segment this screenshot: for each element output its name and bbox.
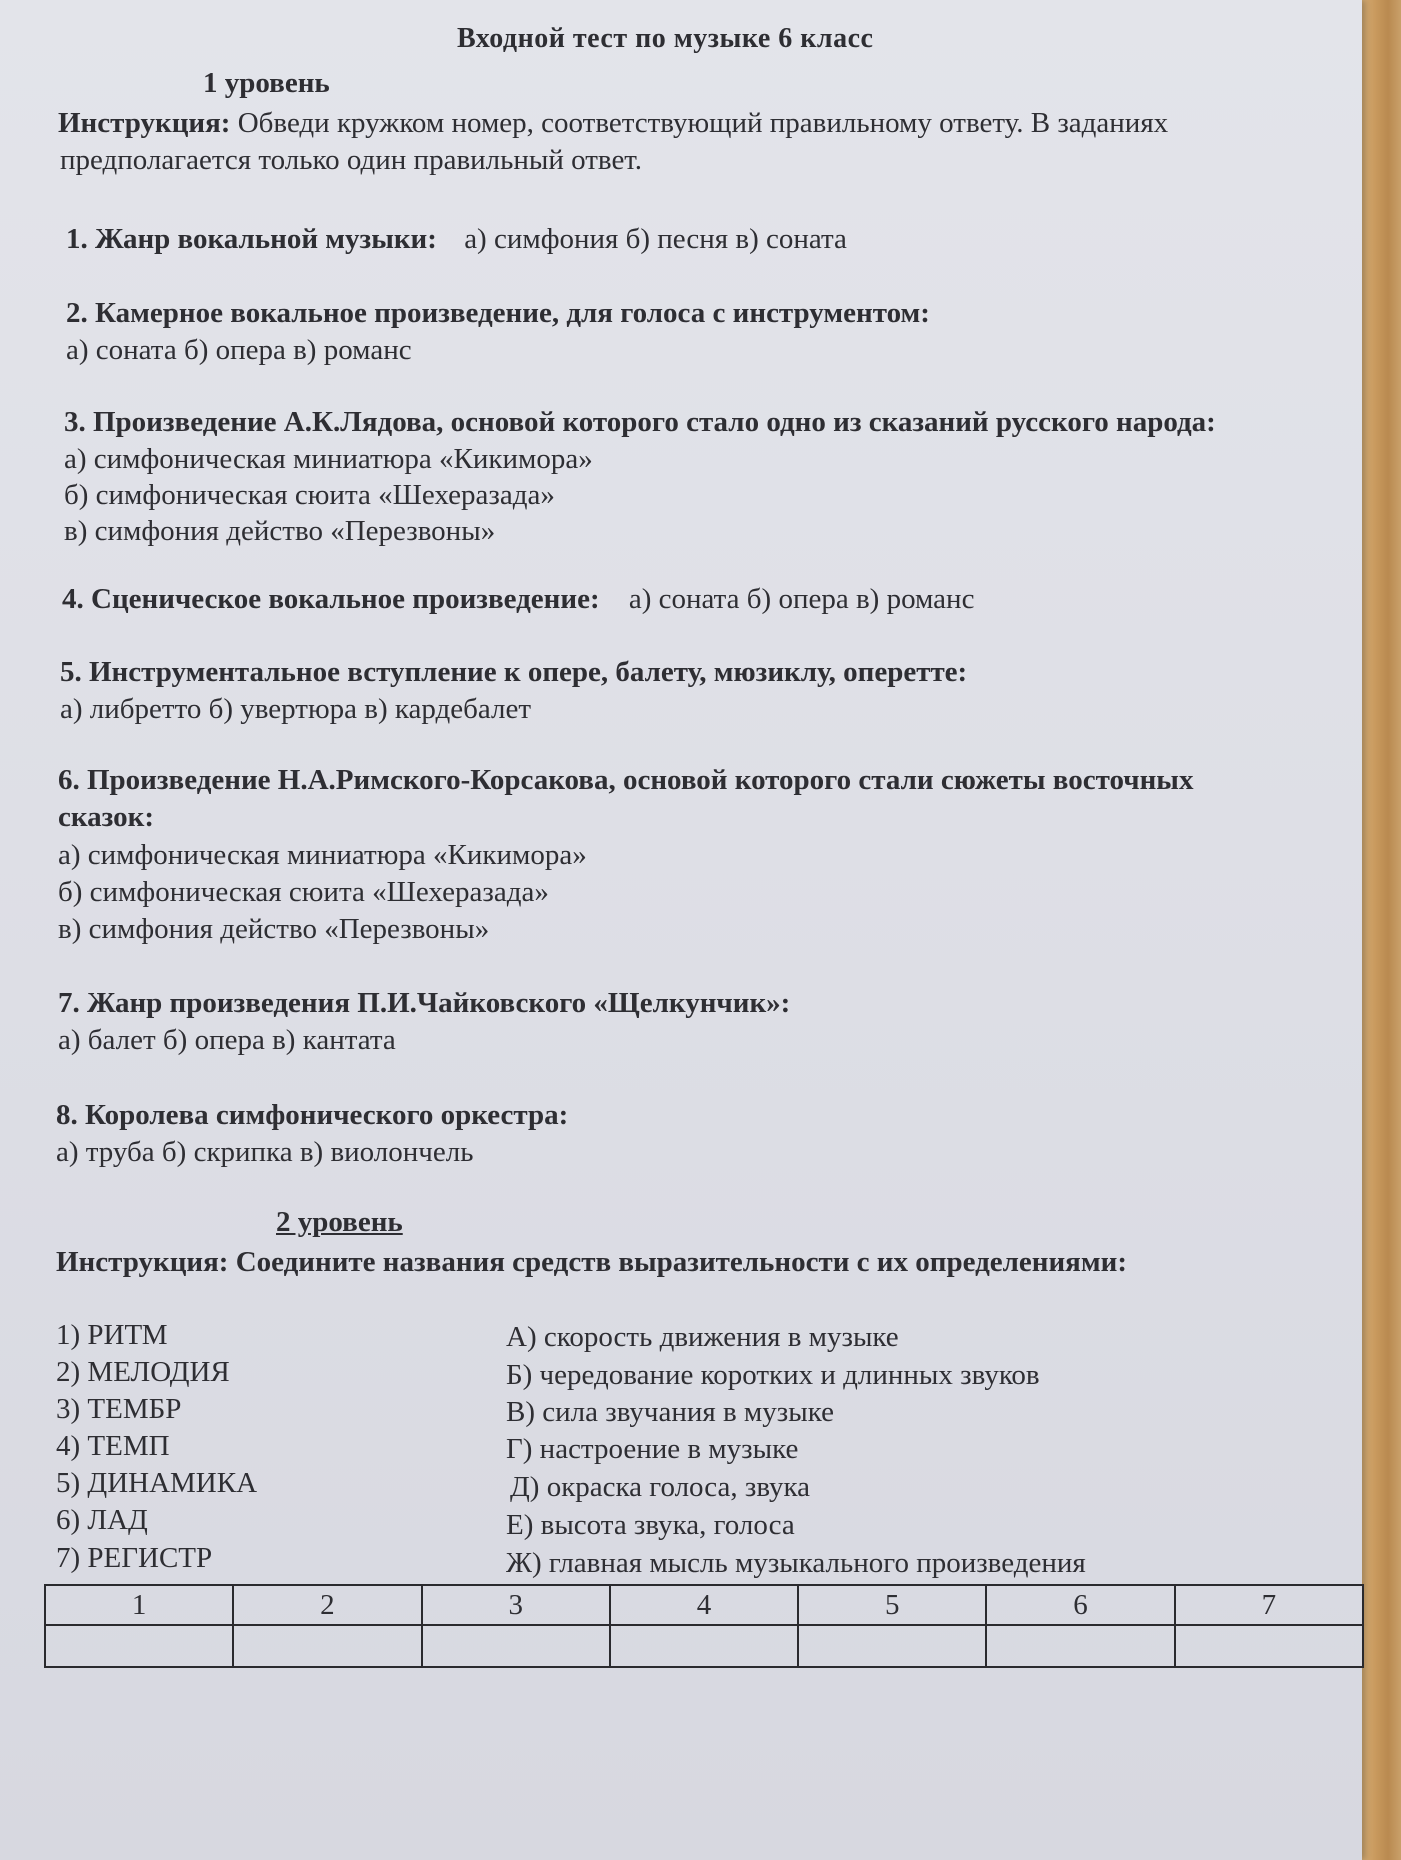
question-3-option-b: б) симфоническая сюита «Шехеразада» [64,479,555,511]
answer-header-cell: 1 [45,1585,233,1625]
answer-cell[interactable] [986,1625,1174,1667]
wooden-desk-edge [1358,0,1401,1860]
definition-e: Д) окраска голоса, звука [510,1471,811,1503]
question-1-options: а) симфония б) песня в) соната [464,223,847,255]
definition-a: А) скорость движения в музыке [506,1321,899,1353]
question-5-options: а) либретто б) увертюра в) кардебалет [60,693,532,725]
definition-b: Б) чередование коротких и длинных звуков [506,1359,1040,1391]
question-6-option-b: б) симфоническая сюита «Шехеразада» [58,876,549,908]
question-7-options: а) балет б) опера в) кантата [58,1024,396,1056]
page-title: Входной тест по музыке 6 класс [457,23,874,54]
term-5: 5) ДИНАМИКА [56,1467,258,1499]
answer-header-cell: 4 [610,1585,798,1625]
answer-table-answer-row [45,1625,1363,1667]
answer-header-cell: 7 [1175,1585,1363,1625]
term-4: 4) ТЕМП [56,1430,170,1462]
question-2-options: а) соната б) опера в) романс [66,334,412,366]
question-5-title: 5. Инструментальное вступление к опере, балету, мюзиклу, оперетте: [60,656,968,688]
level-2-instruction: Инструкция: Соедините названия средств выразительности с их определениями: [56,1246,1127,1278]
question-8-title: 8. Королева симфонического оркестра: [56,1099,569,1131]
term-2: 2) МЕЛОДИЯ [56,1356,230,1388]
question-6-option-c: в) симфония действо «Перезвоны» [58,913,490,945]
question-6-option-a: а) симфоническая миниатюра «Кикимора» [58,839,587,871]
question-3-option-a: а) симфоническая миниатюра «Кикимора» [64,443,593,475]
definition-g: Ж) главная мысль музыкального произведения [506,1547,1086,1579]
answer-header-cell: 5 [798,1585,986,1625]
question-2-title: 2. Камерное вокальное произведение, для голоса с инструментом: [66,297,930,329]
question-3-option-c: в) симфония действо «Перезвоны» [64,515,496,547]
answer-cell[interactable] [422,1625,610,1667]
answer-cell[interactable] [233,1625,421,1667]
answer-cell[interactable] [1175,1625,1363,1667]
instruction-label: Инструкция: [58,107,231,139]
instruction-line-2: предполагается только один правильный ответ. [60,144,643,176]
question-4-options: а) соната б) опера в) романс [628,583,975,615]
instruction-line-1 [58,106,1168,140]
answer-cell[interactable] [45,1625,233,1667]
question-4 [62,582,974,616]
instruction-text-1: Обведи кружком номер, соответствующий правильному ответу. В заданиях [237,107,1169,139]
question-6-title-line-2: сказок: [58,801,154,833]
question-1-title: 1. Жанр вокальной музыки: [66,223,437,255]
question-7-title: 7. Жанр произведения П.И.Чайковского «Щелкунчик»: [58,987,791,1019]
answer-cell[interactable] [610,1625,798,1667]
term-1: 1) РИТМ [56,1319,168,1351]
answer-header-cell: 6 [986,1585,1174,1625]
answer-header-cell: 2 [233,1585,421,1625]
definition-f: Е) высота звука, голоса [506,1509,795,1541]
term-7: 7) РЕГИСТР [56,1542,213,1574]
definition-d: Г) настроение в музыке [506,1433,799,1465]
answer-table [44,1584,1364,1668]
question-6-title-line-1: 6. Произведение Н.А.Римского-Корсакова, основой которого стали сюжеты восточных [58,764,1194,796]
question-4-title: 4. Сценическое вокальное произведение: [62,583,600,615]
question-1 [66,222,847,256]
question-3-title: 3. Произведение А.К.Лядова, основой которого стало одно из сказаний русского народа: [64,406,1216,438]
question-8-options: а) труба б) скрипка в) виолончель [56,1136,474,1168]
term-6: 6) ЛАД [56,1504,148,1536]
definition-c: В) сила звучания в музыке [506,1396,834,1428]
answer-cell[interactable] [798,1625,986,1667]
answer-header-cell: 3 [422,1585,610,1625]
level-1-heading: 1 уровень [203,67,330,99]
term-3: 3) ТЕМБР [56,1393,182,1425]
answer-table-header-row [45,1585,1363,1625]
level-2-heading: 2 уровень [276,1206,403,1238]
